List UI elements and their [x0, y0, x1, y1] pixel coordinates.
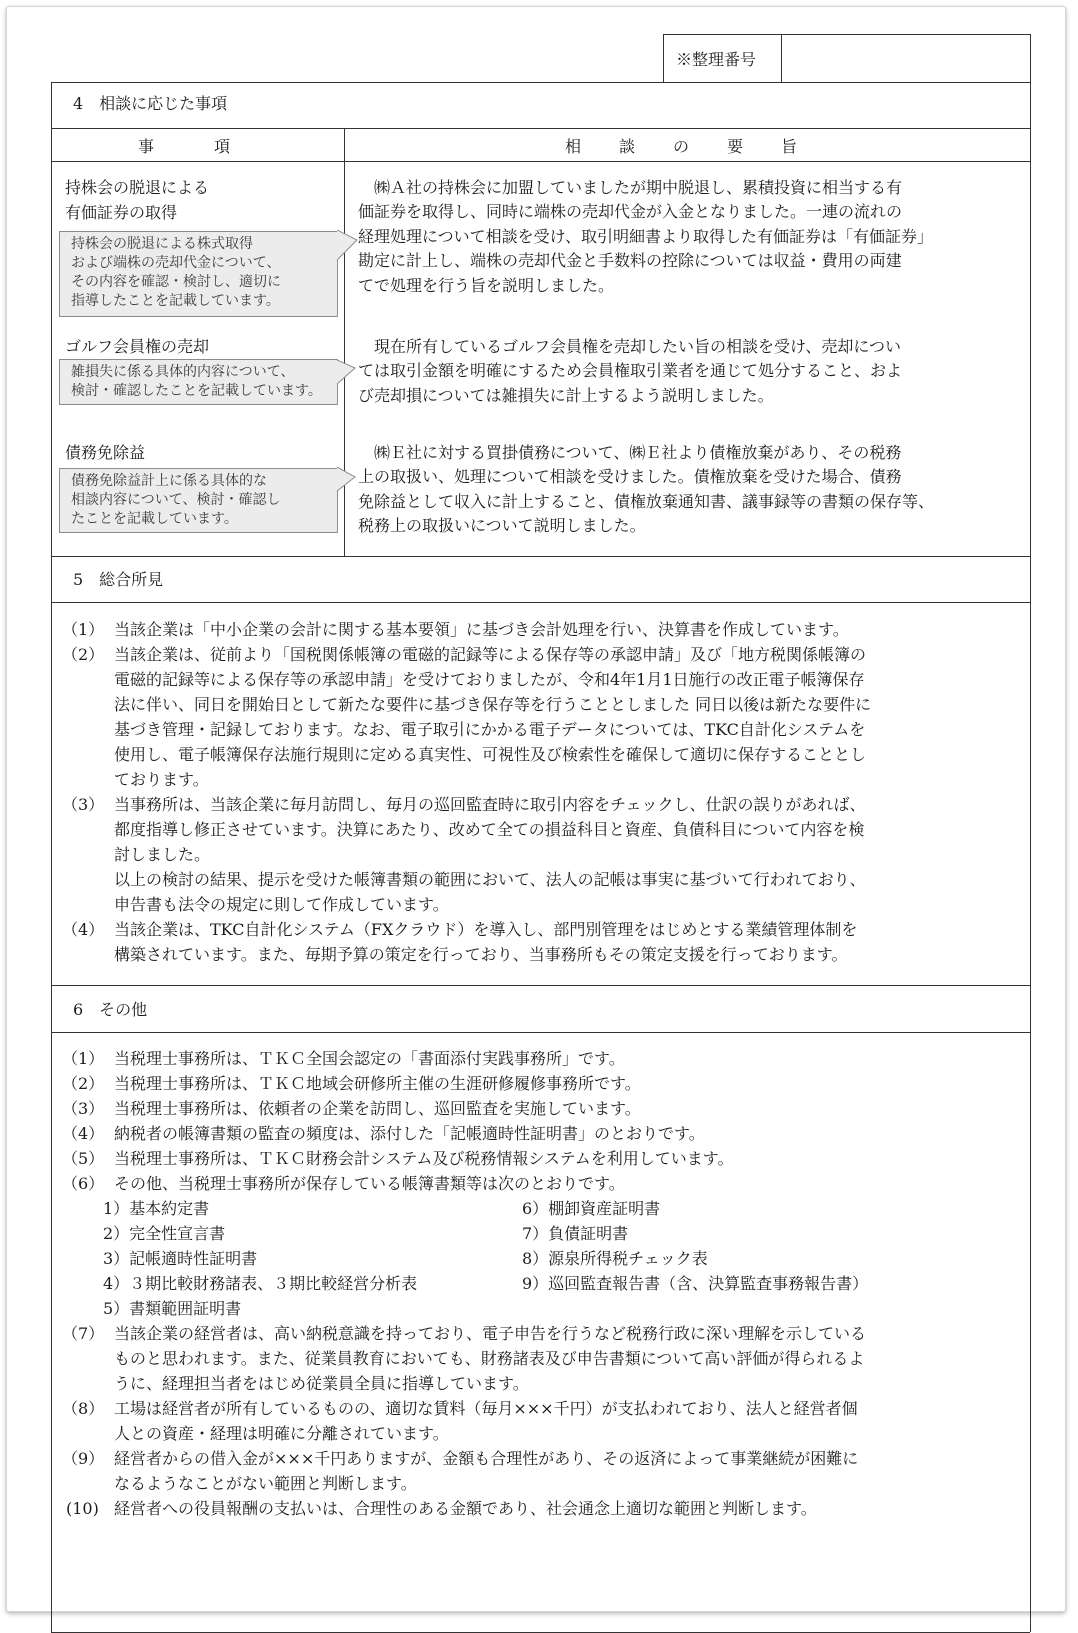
- sec6-item-7-num: （7）: [62, 1324, 105, 1343]
- row1-body-line4: 勘定に計上し、端株の売却代金と手数料の控除については収益・費用の両建: [358, 251, 902, 271]
- sec5-item-3-line5: 申告書も法令の規定に則して作成しています。: [114, 895, 449, 914]
- sec5-item-4-line2: 構築されています。また、毎期予算の策定を行っており、当事務所もその策定支援を行っております。: [114, 945, 848, 964]
- section-5-title: 5 総合所見: [73, 570, 164, 589]
- sec5-header-line: [51, 602, 1030, 603]
- sec6-item-3-text: 当税理士事務所は、依頼者の企業を訪問し、巡回監査を実施しています。: [114, 1099, 641, 1118]
- row3-body-line3: 免除益として収入に計上すること、債権放棄通知書、議事録等の書類の保存等、: [358, 491, 935, 511]
- col-header-jiko: 事 項: [138, 137, 234, 156]
- sec6-item-7-line2: ものと思われます。また、従業員教育においても、財務諸表及び申告書類について高い評価が得られるよ: [114, 1349, 865, 1368]
- row2-note-pointer-icon: [337, 360, 359, 386]
- sec6-item-7-line3: うに、経理担当者をはじめ従業員全員に指導しています。: [114, 1374, 529, 1393]
- row2-body: [358, 335, 902, 408]
- table-left-border: [51, 82, 52, 1632]
- row2-body-line1: 現在所有しているゴルフ会員権を売却したい旨の相談を受け、売却につい: [358, 337, 902, 356]
- doc-list-right-1: 6）棚卸資産証明書: [522, 1199, 661, 1218]
- doc-list-right-2: 7）負債証明書: [522, 1224, 629, 1243]
- sec6-item-6-num: （6）: [62, 1174, 105, 1193]
- sec6-item-6-text: その他、当税理士事務所が保存している帳簿書類等は次のとおりです。: [114, 1174, 625, 1193]
- col-header-soudan-youshi: 相 談 の 要 旨: [565, 137, 800, 156]
- row1-body: [358, 176, 933, 298]
- sec6-top-line: [51, 985, 1030, 986]
- header-mid-line: [781, 34, 782, 82]
- sec6-item-4-text: 納税者の帳簿書類の監査の頻度は、添付した「記帳適時性証明書」のとおりです。: [114, 1124, 705, 1143]
- sec5-item-2-num: （2）: [62, 645, 105, 664]
- row3-note-line3: たことを記載しています。: [71, 511, 238, 527]
- row3-note-line1: 債務免除益計上に係る具体的な: [71, 473, 267, 489]
- sec4-colheader-line: [51, 161, 1030, 162]
- row3-body: [358, 441, 934, 539]
- table-right-border: [1030, 82, 1031, 1632]
- sec5-item-2-line6: ております。: [114, 770, 209, 789]
- row2-note-line2: 検討・確認したことを記載しています。: [71, 383, 322, 399]
- sec6-item-9-line1: 経営者からの借入金が×××千円ありますが、金額も合理性があり、その返済によって事業継続が困難に: [114, 1449, 859, 1468]
- doc-list-left-4: 4）３期比較財務諸表、３期比較経営分析表: [103, 1274, 418, 1293]
- sec6-item-2-num: （2）: [62, 1074, 105, 1093]
- row3-note-pointer-icon: [337, 467, 359, 493]
- sec6-item-8-num: （8）: [62, 1399, 105, 1418]
- sec5-item-3-line3: 討しました。: [114, 845, 211, 864]
- sec5-item-3-num: （3）: [62, 795, 105, 814]
- sec6-header-line: [51, 1032, 1030, 1033]
- doc-list-left-2: 2）完全性宣言書: [103, 1224, 226, 1243]
- sec5-item-3-line1: 当事務所は、当該企業に毎月訪問し、毎月の巡回監査時に取引内容をチェックし、仕訳の誤りがあれば、: [114, 795, 866, 814]
- section-6-title: 6 その他: [73, 1000, 148, 1019]
- sec4-header-line: [51, 128, 1030, 129]
- table-top-border: [51, 82, 1030, 83]
- row1-note-line1: 持株会の脱退による株式取得: [71, 236, 253, 252]
- sec6-item-8-line1: 工場は経営者が所有しているものの、適切な賃料（毎月×××千円）が支払われており、法人と経営者個: [114, 1399, 858, 1418]
- row2-body-line2: ては取引金額を明確にするため会員権取引業者を通じて処分すること、およ: [358, 361, 903, 381]
- row1-note-line2: および端株の売却代金について、: [71, 255, 281, 271]
- row2-body-line3: び売却損については雑損失に計上するよう説明しました。: [358, 385, 774, 405]
- sec6-item-9-line2: なるようなことがない範囲と判断します。: [114, 1474, 417, 1493]
- row1-note-pointer-icon: [337, 230, 359, 262]
- row3-note-line2: 相談内容について、検討・確認し: [71, 492, 281, 508]
- header-top-line: [663, 34, 1030, 35]
- doc-list-left-5: 5）書類範囲証明書: [103, 1299, 242, 1318]
- row1-item-line1: 持株会の脱退による: [65, 178, 210, 197]
- sec5-item-2-line3: 法に伴い、同日を開始日として新たな要件に基づき保存等を行うこととしました 同日以後は新たな要件に: [114, 695, 872, 714]
- row3-annotation-note: [59, 468, 338, 533]
- sec5-item-4-line1: 当該企業は、TKC自計化システム（FXクラウド）を導入し、部門別管理をはじめとする業績管理体制を: [114, 920, 858, 939]
- sec5-item-1-num: （1）: [62, 620, 105, 639]
- row1-body-line2: 価証券を取得し、同時に端株の売却代金が入金となりました。一連の流れの: [358, 202, 903, 222]
- row1-note-line3: その内容を確認・検討し、適切に: [71, 274, 281, 290]
- sec6-item-5-num: （5）: [62, 1149, 105, 1168]
- sec5-item-3-line4: 以上の検討の結果、提示を受けた帳簿書類の範囲において、法人の記帳は事実に基づいて行われており、: [114, 870, 866, 889]
- sec5-item-4-num: （4）: [62, 920, 105, 939]
- doc-list-right-3: 8）源泉所得税チェック表: [522, 1249, 708, 1268]
- sec5-item-2-line2: 電磁的記録等による保存等の承認申請」を受けておりましたが、令和4年1月1日施行の改正電子帳簿保存: [114, 670, 865, 689]
- row2-note-line1: 雑損失に係る具体的内容について、: [71, 364, 295, 380]
- sec5-top-line: [51, 556, 1030, 557]
- section-4-title: 4 相談に応じた事項: [73, 94, 228, 113]
- sec6-item-2-text: 当税理士事務所は、ＴＫＣ地域会研修所主催の生涯研修履修事務所です。: [114, 1074, 641, 1093]
- sec5-item-3-line2: 都度指導し修正させています。決算にあたり、改めて全ての損益科目と資産、負債科目について内容を検: [114, 820, 865, 839]
- sec5-item-1-line1: 当該企業は「中小企業の会計に関する基本要領」に基づき会計処理を行い、決算書を作成しています。: [114, 620, 849, 639]
- sec5-item-2-line4: 基づき管理・記録しております。なお、電子取引にかかる電子データについては、TKC自計化システムを: [114, 720, 866, 739]
- header-right-line: [1030, 34, 1031, 82]
- row3-body-line2: 上の取扱い、処理について相談を受けました。債権放棄を受けた場合、債務: [358, 467, 902, 487]
- seiri-bango-label: ※整理番号: [676, 50, 757, 69]
- sec6-item-4-num: （4）: [62, 1124, 105, 1143]
- sec5-item-2-line5: 使用し、電子帳簿保存法施行規則に定める真実性、可視性及び検索性を確保して適切に保存することとし: [114, 745, 867, 764]
- sec6-item-1-num: （1）: [62, 1049, 105, 1068]
- doc-list-left-3: 3）記帳適時性証明書: [103, 1249, 258, 1268]
- row1-note-line4: 指導したことを記載しています。: [71, 293, 280, 309]
- sec6-item-7-line1: 当該企業の経営者は、高い納税意識を持っており、電子申告を行うなど税務行政に深い理解を示している: [114, 1324, 867, 1343]
- sec5-item-2-line1: 当該企業は、従前より「国税関係帳簿の電磁的記録等による保存等の承認申請」及び「地方税関係帳簿の: [114, 645, 867, 664]
- doc-list-left-1: 1）基本約定書: [103, 1199, 210, 1218]
- row1-body-line5: てで処理を行う旨を説明しました。: [358, 275, 615, 295]
- row2-item-line1: ゴルフ会員権の売却: [65, 337, 210, 356]
- doc-list-right-4: 9）巡回監査報告書（含、決算監査事務報告書）: [522, 1274, 869, 1293]
- row1-body-line1: ㈱Ａ社の持株会に加盟していましたが期中脱退し、累積投資に相当する有: [358, 178, 903, 197]
- sec6-item-8-line2: 人との資産・経理は明確に分離されています。: [114, 1424, 449, 1443]
- row3-body-line1: ㈱Ｅ社に対する買掛債務について、㈱Ｅ社より債権放棄があり、その税務: [358, 443, 902, 462]
- header-left-line: [663, 34, 664, 82]
- row2-annotation-note: [59, 359, 338, 405]
- sec6-item-10-line1: 経営者への役員報酬の支払いは、合理性のある金額であり、社会通念上適切な範囲と判断します。: [114, 1499, 817, 1518]
- row1-item-line2: 有価証券の取得: [65, 203, 178, 222]
- sec6-item-3-num: （3）: [62, 1099, 105, 1118]
- row1-annotation-note: [59, 231, 338, 317]
- row3-body-line4: 税務上の取扱いについて説明しました。: [358, 516, 646, 536]
- sec6-item-1-text: 当税理士事務所は、ＴＫＣ全国会認定の「書面添付実践事務所」です。: [114, 1049, 625, 1068]
- sec6-item-9-num: （9）: [62, 1449, 105, 1468]
- sec6-item-10-num: (10): [66, 1499, 99, 1518]
- sec6-item-5-text: 当税理士事務所は、ＴＫＣ財務会計システム及び税務情報システムを利用しています。: [114, 1149, 734, 1168]
- row1-body-line3: 経理処理について相談を受け、取引明細書より取得した有価証券は「有価証券」: [358, 226, 934, 246]
- row3-item-line1: 債務免除益: [65, 443, 146, 462]
